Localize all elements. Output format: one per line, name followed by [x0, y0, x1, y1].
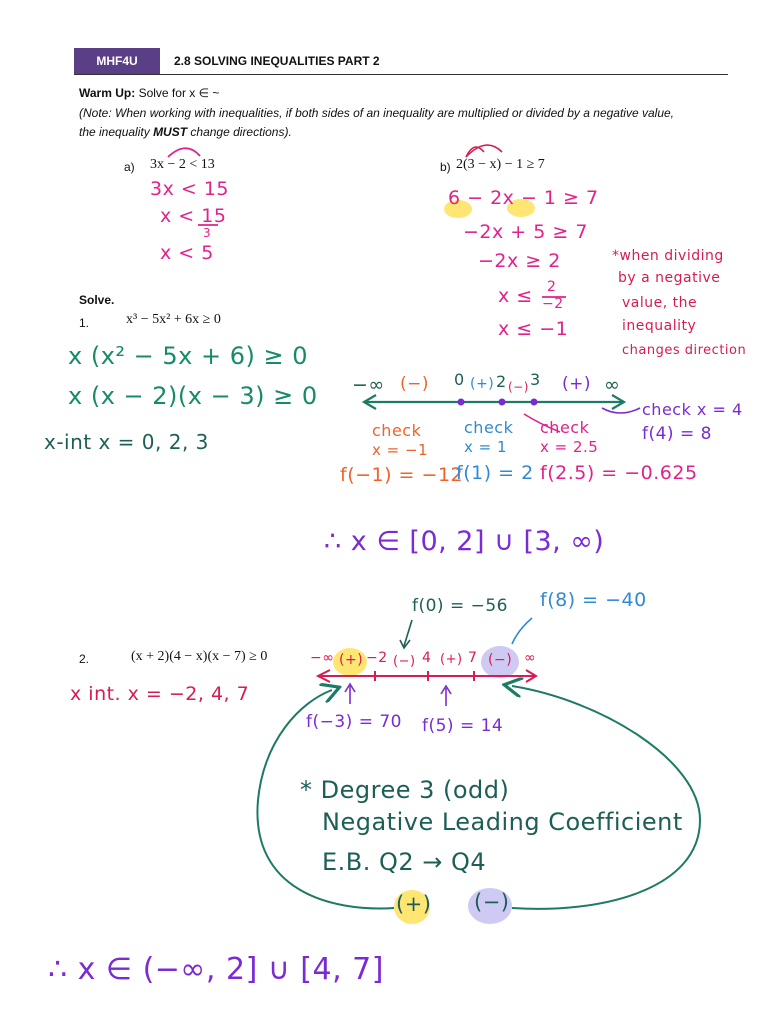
check-3-pointer: [524, 414, 560, 432]
note-text-must: MUST: [153, 125, 188, 139]
p1-sign-1: (−): [400, 374, 430, 394]
worksheet-title: 2.8 SOLVING INEQUALITIES PART 2: [174, 54, 380, 68]
p1-dot-0: [458, 399, 465, 406]
p2-pos-inf: ∞: [524, 650, 537, 666]
p1-dot-2: [499, 399, 506, 406]
problem-2-answer: ∴ x ∈ (−∞, 2] ∪ [4, 7]: [48, 952, 384, 987]
eb-sign-plus: (+): [396, 892, 432, 916]
check-4-title: check x = 4: [642, 400, 743, 419]
part-b-step-4-num: 2: [547, 279, 557, 295]
part-b-step-3: −2x ≥ 2: [478, 250, 561, 272]
p1-sign-2: (+): [470, 376, 495, 392]
eb-sign-minus: (−): [474, 890, 510, 914]
note-text-a: the inequality: [79, 125, 154, 139]
problem-2-number: 2.: [79, 652, 90, 666]
p2-sign-4: (−): [488, 652, 513, 668]
part-b-step-5: x ≤ −1: [498, 318, 569, 340]
part-a-step-2-denominator: 3: [203, 226, 212, 240]
eval-f5: f(5) = 14: [422, 716, 504, 736]
p1-sign-4: (+): [562, 374, 592, 394]
note-end-behaviour: E.B. Q2 → Q4: [322, 848, 487, 876]
check-2-f: f(1) = 2: [456, 462, 534, 484]
part-a-problem: 3x − 2 < 13: [150, 157, 215, 172]
side-note-5: changes direction: [622, 343, 747, 358]
warmup-label: Warm Up:: [79, 86, 136, 100]
part-a-label: a): [124, 160, 135, 174]
p1-dot-3: [531, 399, 538, 406]
p2-sign-3: (+): [440, 652, 463, 667]
problem-2-xint: x int. x = −2, 4, 7: [70, 683, 250, 705]
p2-point-neg2: −2: [366, 650, 388, 666]
p1-sign-3: (−): [508, 380, 529, 394]
side-note-1: *when dividing: [612, 248, 724, 264]
warmup-instruction: Solve for x ∈ ~: [138, 86, 220, 100]
check-1-x: x = −1: [372, 441, 429, 459]
eval-fneg3: f(−3) = 70: [306, 712, 402, 732]
p1-point-0: 0: [454, 370, 465, 389]
p2-sign-1: (+): [339, 652, 364, 668]
part-a-arrow: [168, 148, 200, 157]
problem-1-step-1: x (x² − 5x + 6) ≥ 0: [68, 342, 308, 370]
part-a-step-1: 3x < 15: [150, 178, 230, 200]
check-3-x: x = 2.5: [540, 438, 599, 456]
note-text-c: change directions).: [187, 125, 292, 139]
problem-1-xint: x-int x = 0, 2, 3: [44, 430, 209, 454]
f8-pointer: [512, 618, 532, 644]
eval-f0: f(0) = −56: [412, 596, 508, 616]
side-note-2: by a negative: [618, 270, 721, 286]
p2-sign-2: (−): [393, 654, 416, 669]
check-4-f: f(4) = 8: [642, 424, 712, 444]
p1-point-2: 2: [496, 372, 507, 391]
side-note-3: value, the: [622, 295, 698, 311]
course-code: MHF4U: [74, 48, 160, 74]
part-b-step-1: 6 − 2x − 1 ≥ 7: [448, 187, 599, 209]
problem-1-statement: x³ − 5x² + 6x ≥ 0: [126, 312, 221, 327]
check-1-f: f(−1) = −12: [340, 464, 464, 486]
problem-1-number: 1.: [79, 316, 90, 330]
p2-point-7: 7: [468, 650, 478, 666]
part-b-step-4-den: −2: [542, 296, 564, 312]
problem-1-step-2: x (x − 2)(x − 3) ≥ 0: [68, 382, 318, 410]
part-a-step-3: x < 5: [160, 242, 214, 264]
check-2-x: x = 1: [464, 438, 508, 456]
problem-2-statement: (x + 2)(4 − x)(x − 7) ≥ 0: [131, 649, 268, 664]
part-b-label: b): [440, 160, 451, 174]
part-b-step-4: x ≤: [498, 285, 533, 307]
check-3-title: check: [540, 418, 590, 437]
p2-point-4: 4: [422, 650, 432, 666]
note-degree: * Degree 3 (odd): [300, 776, 510, 804]
solve-label: Solve.: [79, 293, 115, 307]
part-b-problem: 2(3 − x) − 1 ≥ 7: [456, 157, 545, 172]
check-3-f: f(2.5) = −0.625: [540, 462, 698, 484]
check-1-title: check: [372, 421, 422, 440]
side-note-4: inequality: [622, 318, 697, 334]
curve-right: [512, 686, 700, 909]
p2-neg-inf: −∞: [310, 650, 335, 666]
p1-point-3: 3: [530, 370, 541, 389]
p1-pos-inf: ∞: [604, 374, 621, 396]
note-leading-coefficient: Negative Leading Coefficient: [322, 808, 683, 836]
part-b-step-2: −2x + 5 ≥ 7: [463, 221, 588, 243]
eval-f8: f(8) = −40: [540, 589, 647, 611]
p1-neg-inf: −∞: [352, 374, 385, 396]
curve-left: [257, 690, 394, 908]
check-4-pointer: [602, 408, 640, 413]
part-a-step-2: x < 15: [160, 205, 227, 227]
problem-1-answer: ∴ x ∈ [0, 2] ∪ [3, ∞): [324, 526, 605, 557]
check-2-title: check: [464, 418, 514, 437]
note-line-1: (Note: When working with inequalities, if both sides of an inequality are multiplied or divided by a negative value,: [79, 106, 674, 120]
